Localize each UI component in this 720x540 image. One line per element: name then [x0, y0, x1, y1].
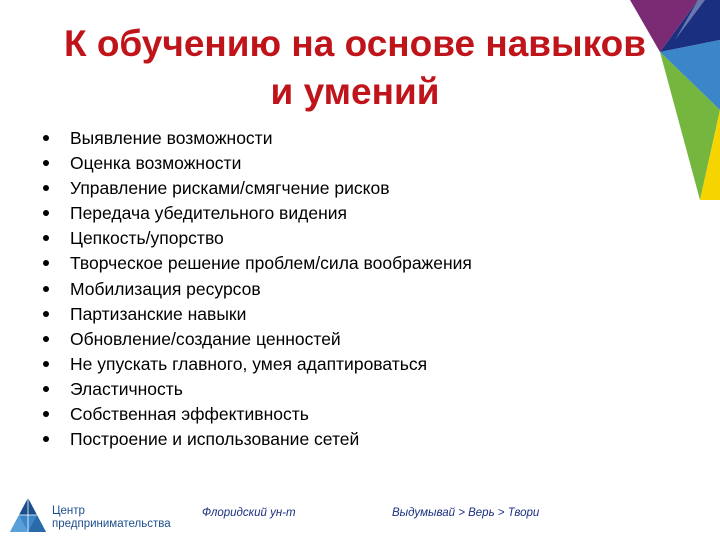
list-item	[40, 226, 640, 251]
logo-line-1: Центр	[52, 505, 85, 517]
list-item-text: Обновление/создание ценностей	[70, 328, 341, 349]
list-item-text: Собственная эффективность	[70, 404, 309, 425]
bullet-dot-icon	[43, 286, 49, 292]
list-item-text: Партизанские навыки	[70, 303, 247, 324]
footer-slogan: Выдумывай > Верь > Твори	[392, 507, 540, 519]
list-item-text: Управление рисками/смягчение рисков	[70, 178, 390, 199]
slide-title	[20, 20, 690, 116]
bullet-dot-icon	[43, 235, 49, 241]
list-item-text: Построение и использование сетей	[70, 429, 360, 450]
bullet-dot-icon	[43, 311, 49, 317]
list-item	[40, 151, 640, 176]
list-item	[40, 126, 640, 151]
list-item	[40, 277, 640, 302]
footer-university: Флоридский ун-т	[202, 507, 296, 519]
bullet-dot-icon	[43, 260, 49, 266]
list-item-text: Оценка возможности	[70, 153, 242, 174]
bullet-dot-icon	[43, 185, 49, 191]
list-item-text: Цепкость/упорство	[70, 228, 224, 249]
list-item	[40, 427, 640, 452]
bullet-dot-icon	[43, 135, 49, 141]
list-item-text: Творческое решение проблем/сила воображения	[70, 253, 472, 274]
logo-text	[52, 505, 171, 531]
title-line-1: К обучению на основе навыков	[63, 23, 647, 64]
list-item	[40, 402, 640, 427]
bullet-dot-icon	[43, 336, 49, 342]
bullet-dot-icon	[43, 436, 49, 442]
list-item-text: Эластичность	[70, 378, 183, 399]
list-item-text: Не упускать главного, умея адаптироваться	[70, 353, 428, 374]
list-item	[40, 302, 640, 327]
list-item-text: Мобилизация ресурсов	[70, 278, 261, 299]
logo-line-2: предпринимательства	[52, 518, 171, 530]
list-item	[40, 352, 640, 377]
bullet-list	[40, 126, 640, 452]
list-item-text: Выявление возможности	[70, 128, 273, 148]
title-line-2: и умений	[270, 71, 440, 112]
list-item	[40, 176, 640, 201]
list-item	[40, 251, 640, 276]
list-item	[40, 201, 640, 226]
bullet-dot-icon	[43, 361, 49, 367]
list-item	[40, 327, 640, 352]
list-item-text: Передача убедительного видения	[70, 203, 347, 224]
entrepreneurship-center-logo-icon	[8, 496, 48, 536]
bullet-dot-icon	[43, 386, 49, 392]
list-item	[40, 377, 640, 402]
bullet-dot-icon	[43, 411, 49, 417]
bullet-dot-icon	[43, 210, 49, 216]
bullet-dot-icon	[43, 160, 49, 166]
